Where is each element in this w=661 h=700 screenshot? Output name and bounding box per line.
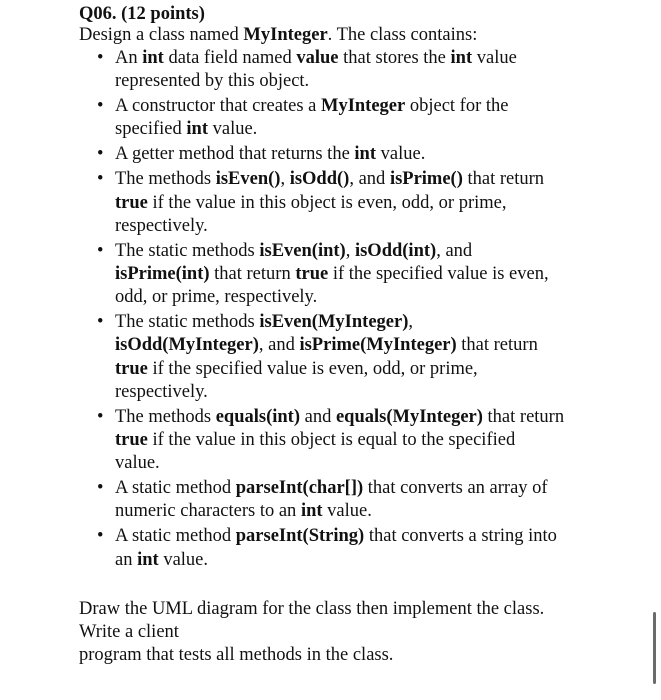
requirement-text: object for the	[405, 96, 509, 117]
requirement-text: ,	[280, 169, 290, 190]
requirement-text: data field named	[163, 48, 297, 68]
requirement-code-term: isOdd(int)	[354, 240, 437, 261]
requirement-code-term: int	[300, 501, 323, 522]
bullet-dot-icon: •	[97, 169, 104, 190]
requirement-item	[97, 477, 612, 523]
requirement-line	[115, 263, 612, 286]
requirement-text: value	[472, 48, 517, 68]
requirement-line	[115, 95, 612, 118]
requirement-line	[115, 429, 612, 452]
requirement-text: respectively.	[115, 215, 208, 236]
requirement-code-term: int	[142, 48, 164, 68]
requirement-text: that return	[456, 335, 538, 356]
requirement-text: if the specified value is even,	[328, 264, 549, 285]
requirement-line	[115, 168, 612, 191]
requirement-item	[97, 311, 612, 404]
requirement-line	[115, 452, 612, 475]
requirement-item	[97, 240, 612, 310]
requirement-line	[115, 358, 612, 381]
requirement-line	[115, 549, 612, 572]
intro-prefix: Design a class named	[79, 25, 244, 45]
requirement-text: represented by this object.	[115, 71, 310, 92]
requirement-code-term: int	[137, 549, 159, 570]
requirement-code-term: equals(MyInteger)	[335, 406, 483, 427]
requirement-code-term: int	[450, 48, 473, 68]
requirement-text: if the value in this object is even, odd, or prime,	[147, 192, 507, 213]
requirement-line	[115, 334, 612, 357]
requirement-code-term: isPrime(int)	[115, 264, 210, 285]
question-intro	[79, 24, 477, 47]
requirement-text: ,	[408, 312, 413, 333]
requirement-line	[115, 47, 612, 70]
requirement-text: that stores the	[338, 48, 451, 68]
requirement-line	[115, 240, 612, 263]
requirement-line	[115, 143, 612, 166]
requirement-text: odd, or prime, respectively.	[115, 287, 318, 308]
outro-line: Write a client	[79, 622, 179, 642]
requirement-text: that converts an array of	[363, 478, 548, 499]
requirement-text: respectively.	[115, 381, 208, 402]
requirement-text: , and	[436, 240, 473, 261]
requirement-code-term: parseInt(String)	[235, 526, 365, 547]
requirement-text: value.	[322, 501, 372, 522]
requirement-line	[115, 406, 612, 429]
requirement-text: A constructor that creates a	[115, 96, 321, 117]
requirement-code-term: isEven(int)	[259, 240, 346, 261]
requirement-text: The methods	[115, 169, 216, 190]
requirement-code-term: int	[354, 144, 377, 165]
requirement-line	[115, 311, 612, 334]
bullet-dot-icon: •	[97, 48, 104, 68]
requirement-code-term: true	[115, 192, 148, 213]
requirement-text: that return	[209, 264, 296, 285]
requirement-code-term: isPrime(MyInteger)	[299, 335, 457, 356]
requirement-code-term: equals(int)	[215, 406, 300, 427]
requirement-line	[115, 192, 612, 215]
bullet-dot-icon: •	[97, 478, 104, 499]
bullet-dot-icon: •	[97, 312, 104, 333]
requirement-item	[97, 143, 612, 166]
requirement-text: and	[300, 406, 336, 427]
requirement-text: if the specified value is even, odd, or prime,	[147, 358, 478, 379]
requirements-list	[97, 47, 612, 574]
requirement-text: , and	[349, 169, 390, 190]
requirement-text: ,	[345, 240, 355, 261]
bullet-dot-icon: •	[97, 96, 104, 117]
requirement-item	[97, 525, 612, 571]
requirement-line	[115, 477, 612, 500]
vertical-scrollbar[interactable]	[653, 612, 656, 684]
requirement-text: value.	[158, 549, 208, 570]
outro-line: Draw the UML diagram for the class then implement the class.	[79, 599, 545, 619]
outro-line: program that tests all methods in the class.	[79, 645, 394, 665]
requirement-line	[115, 70, 612, 93]
bullet-dot-icon: •	[97, 144, 104, 165]
requirement-text: numeric characters to an	[115, 501, 301, 522]
requirement-line	[115, 500, 612, 523]
requirement-code-term: value	[296, 48, 339, 68]
requirement-item	[97, 47, 612, 93]
requirement-text: value.	[376, 144, 426, 165]
requirement-code-term: int	[186, 119, 208, 140]
requirement-code-term: true	[115, 358, 148, 379]
requirement-code-term: isOdd(MyInteger)	[115, 335, 259, 356]
requirement-code-term: true	[295, 264, 329, 285]
question-outro	[79, 598, 544, 667]
requirement-code-term: isPrime()	[389, 169, 463, 190]
bullet-dot-icon: •	[97, 406, 104, 427]
bullet-dot-icon: •	[97, 526, 104, 547]
bullet-dot-icon: •	[97, 240, 104, 261]
requirement-text: A getter method that returns the	[115, 144, 355, 165]
requirement-line	[115, 118, 612, 141]
requirement-item	[97, 406, 612, 476]
requirement-code-term: isEven(MyInteger)	[259, 312, 409, 333]
requirement-text: value.	[115, 453, 160, 474]
intro-class-name: MyInteger	[243, 25, 328, 45]
requirement-text: if the value in this object is equal to the specified	[147, 430, 516, 451]
requirement-text: The static methods	[115, 312, 260, 333]
intro-suffix: . The class contains:	[327, 25, 478, 45]
requirement-line	[115, 525, 612, 548]
requirement-text: , and	[258, 335, 300, 356]
requirement-code-term: isEven()	[215, 169, 281, 190]
requirement-text: that return	[482, 406, 565, 427]
requirement-item	[97, 95, 612, 141]
requirement-text: A static method	[115, 478, 236, 499]
question-title: Q06. (12 points)	[79, 4, 205, 24]
requirement-text: The methods	[115, 406, 216, 427]
requirement-item	[97, 168, 612, 238]
requirement-text: An	[115, 48, 143, 68]
requirement-code-term: isOdd()	[289, 169, 350, 190]
requirement-code-term: true	[115, 430, 148, 451]
requirement-text: value.	[208, 119, 258, 140]
requirement-line	[115, 381, 612, 404]
requirement-text: The static methods	[115, 240, 260, 261]
requirement-line	[115, 286, 612, 309]
requirement-text: that return	[462, 169, 545, 190]
requirement-text: that converts a string into	[364, 526, 557, 547]
requirement-text: an	[115, 549, 138, 570]
requirement-code-term: parseInt(char[])	[235, 478, 364, 499]
requirement-code-term: MyInteger	[320, 96, 406, 117]
requirement-text: A static method	[115, 526, 236, 547]
requirement-text: specified	[115, 119, 187, 140]
requirement-line	[115, 215, 612, 238]
